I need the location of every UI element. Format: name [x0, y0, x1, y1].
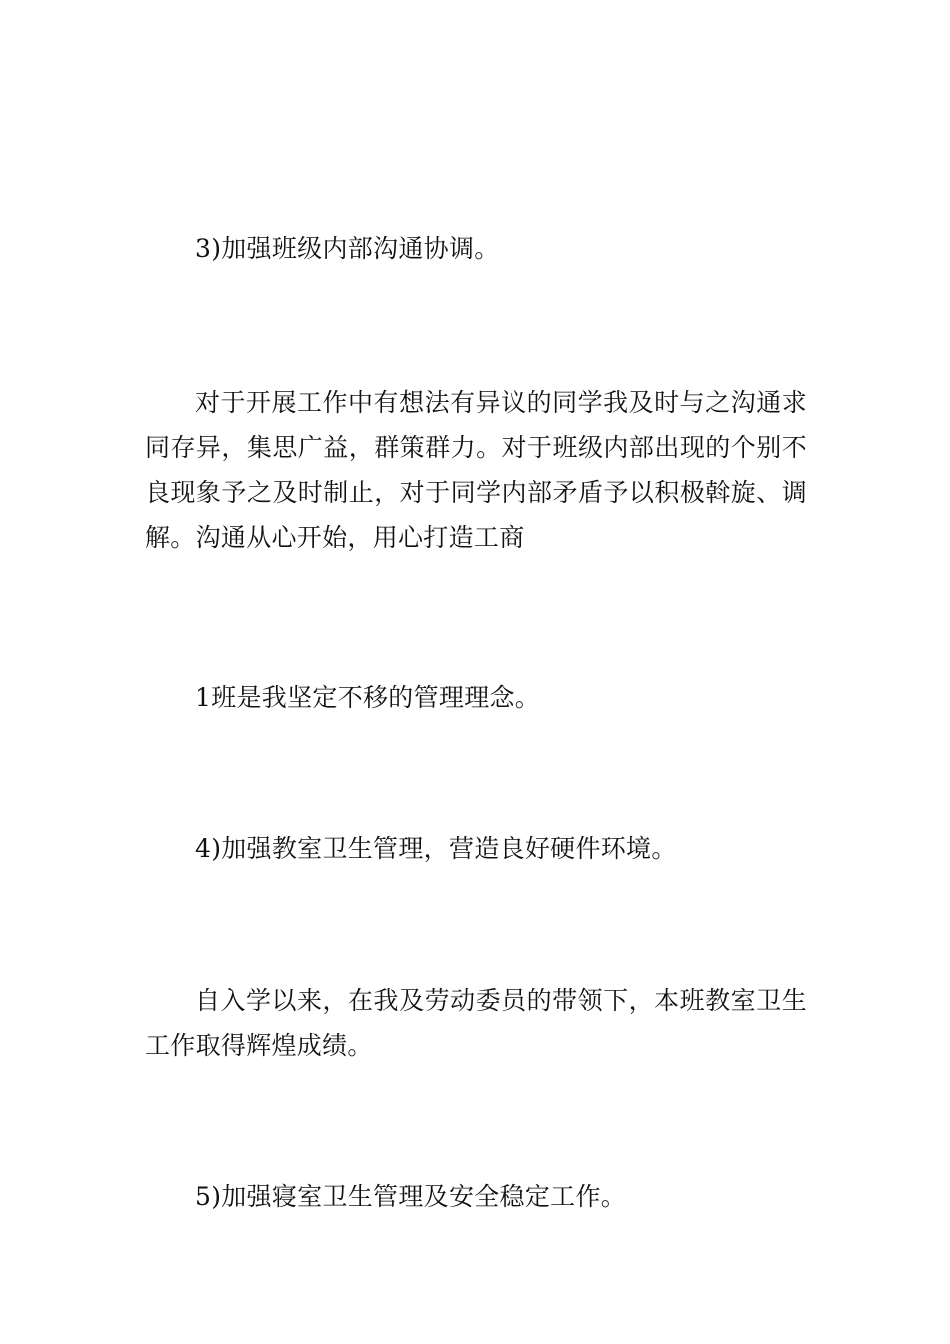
paragraph-management-philosophy: 1班是我坚定不移的管理理念。 — [195, 683, 541, 712]
heading-4-classroom-hygiene: 4)加强教室卫生管理，营造良好硬件环境。 — [195, 834, 677, 863]
heading-3-communication: 3)加强班级内部沟通协调。 — [195, 234, 500, 263]
paragraph-classroom-hygiene-body: 自入学以来，在我及劳动委员的带领下，本班教室卫生工作取得辉煌成绩。 — [145, 986, 807, 1060]
paragraph-communication-body: 对于开展工作中有想法有异议的同学我及时与之沟通求同存异，集思广益，群策群力。对于班级内部出现的个别不良现象予之及时制止，对于同学内部矛盾予以积极斡旋、调解。沟通从心开始，用心打造工商 — [145, 388, 807, 552]
heading-5-dormitory-hygiene: 5)加强寝室卫生管理及安全稳定工作。 — [195, 1182, 627, 1211]
